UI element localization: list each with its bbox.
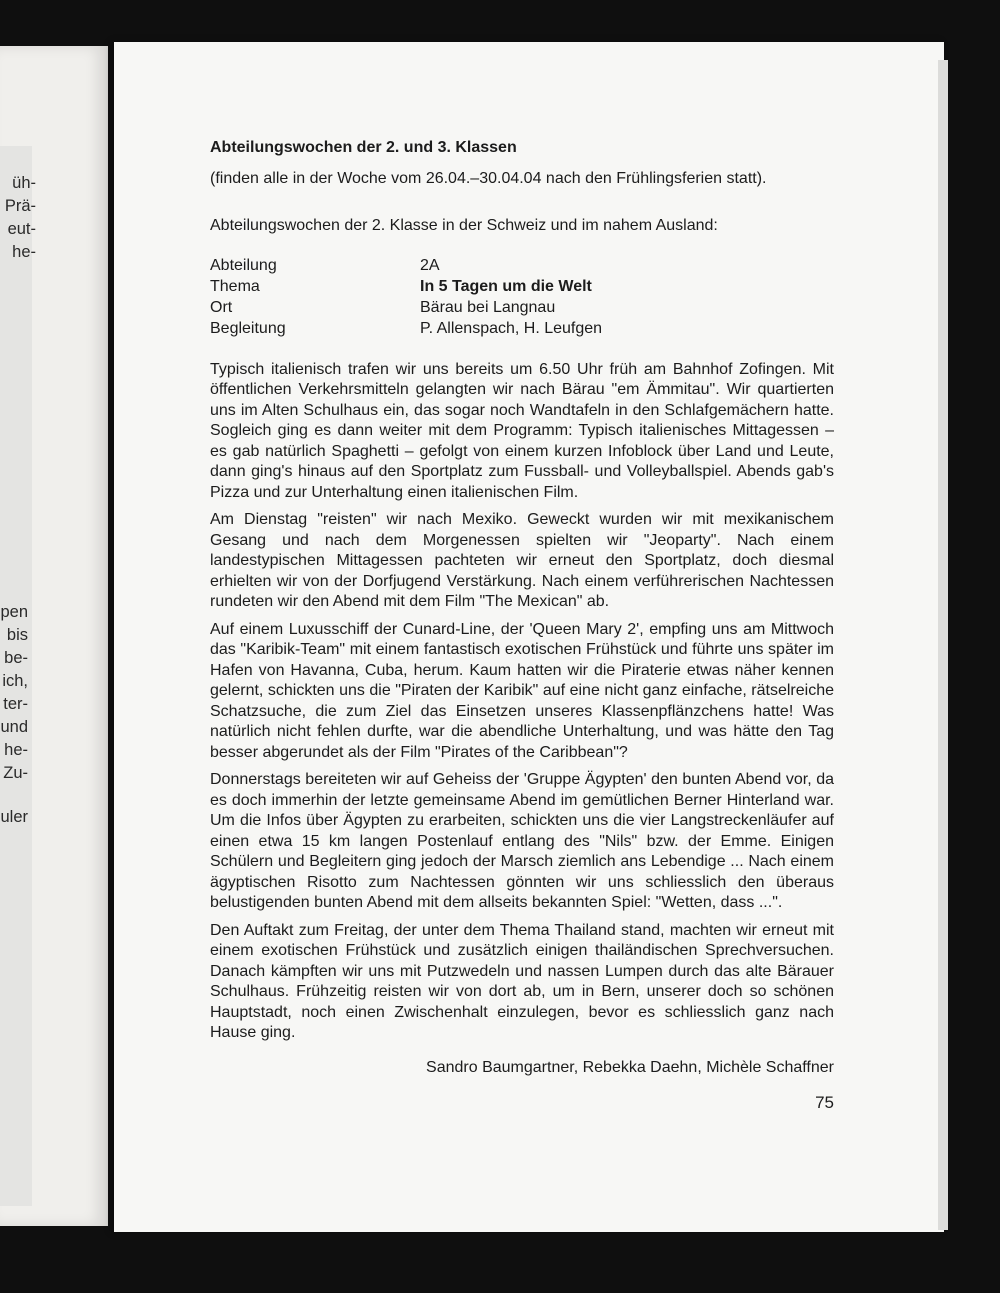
article-title: Abteilungswochen der 2. und 3. Klassen [210, 139, 517, 156]
left-fragment: be- [4, 649, 28, 667]
left-fragment: uler [0, 808, 28, 826]
info-table [210, 256, 834, 340]
article-subtitle: (finden alle in der Woche vom 26.04.–30.04.04 nach den Frühlingsferien statt). [210, 169, 767, 187]
left-fragment: pen [0, 603, 28, 621]
left-fragment: und [0, 718, 28, 736]
info-label: Thema [210, 277, 260, 295]
info-row [210, 319, 834, 340]
info-value: P. Allenspach, H. Leufgen [420, 319, 603, 337]
right-page [114, 42, 944, 1232]
info-label: Abteilung [210, 256, 277, 274]
info-value: In 5 Tagen um die Welt [420, 277, 592, 295]
paragraph: Den Auftakt zum Freitag, der unter dem Thema Thailand stand, machten wir erneut mit einem exotischen Frühstück und zusätzlich einigen thailändischen Sprechversuchen. Danach kämpften wir uns mit Putzwedeln und nassen Lumpen durch das alte Bärauer Schulhaus. Frühzeitig reisten wir von dort ab, um in Bern, unserer doch so schönen Hauptstadt, noch einen Zwischenhalt einzulegen, bevor es schliesslich ganz nach Hause ging. [210, 921, 834, 1041]
page-edge [938, 60, 948, 1230]
paragraph: Auf einem Luxusschiff der Cunard-Line, der 'Queen Mary 2', empfing uns am Mittwoch das "Karibik-Team" mit einem fantastisch exotischen Frühstück und führte uns später im Hafen von Havanna, Cuba, herum. Kaum hatten wir die Piraterie etwas näher kennen gelernt, schickten uns die "Piraten der Karibik" auf eine nicht ganz einfache, rätselreiche Schatzsuche, die zum Ziel das Einsetzen unseres Klassenpflänzchens hatte! Was natürlich nicht fehlen durfte, war die abendliche Unterhaltung, und was hätte den Tag besser abgerundet als der Film "Pirates of the Caribbean"? [210, 620, 834, 761]
left-fragment: he- [12, 243, 36, 261]
paragraph: Typisch italienisch trafen wir uns bereits um 6.50 Uhr früh am Bahnhof Zofingen. Mit öffentlichen Verkehrsmitteln gelangten wir nach Bärau "em Ämmitau". Wir quartierten uns im Alten Schulhaus ein, das sogar noch Wandtafeln in den Schlafgemächern hatte. Sogleich ging es dann weiter mit dem Programm: Typisch italienisches Mittagessen – es gab natürlich Spaghetti – gefolgt von einem kurzen Infoblock über Land und Leute, dann ging's hinaus auf den Sportplatz zum Fussball- und Volleyballspiel. Abends gab's Pizza und zur Unterhaltung einen italienischen Film. [210, 360, 834, 501]
left-fragment: ter- [3, 695, 28, 713]
left-fragment: he- [4, 741, 28, 759]
info-row [210, 298, 834, 319]
info-row [210, 256, 834, 277]
info-label: Ort [210, 298, 233, 316]
info-row [210, 277, 834, 298]
left-fragment: Prä- [4, 197, 36, 215]
left-page [0, 46, 108, 1226]
info-label: Begleitung [210, 319, 286, 337]
left-fragment: üh- [12, 174, 36, 192]
paragraph: Donnerstags bereiteten wir auf Geheiss der 'Gruppe Ägypten' den bunten Abend vor, da es doch immerhin der letzte gemeinsame Abend im gemütlichen Berner Hinterland war. Um die Infos über Ägypten zu erarbeiten, schickten uns die vier Langstreckenläufer auf einen etwa 15 km langen Postenlauf entlang des "Nils" bzw. der Emme. Einigen Schülern und Begleitern ging jedoch der Marsch ziemlich ans Lebendige ... Nach einem ägyptischen Risotto zum Nachtessen gönnten wir uns schliesslich den überaus belustigenden bunten Abend mit dem allseits bekannten Spiel: "Wetten, dass ...". [210, 771, 834, 911]
article-body [210, 360, 834, 1044]
left-fragment: bis [6, 626, 28, 644]
page-number: 75 [815, 1093, 834, 1112]
left-fragment: Zu- [3, 764, 28, 782]
left-fragment: ich, [2, 672, 28, 690]
intro-line: Abteilungswochen der 2. Klasse in der Schweiz und im nahem Ausland: [210, 217, 718, 234]
paragraph: Am Dienstag "reisten" wir nach Mexiko. Geweckt wurden wir mit mexikanischem Gesang und nach dem Morgenessen spielten wir "Jeoparty". Nach einem landestypischen Mittagessen pachteten wir erneut den Sportplatz, doch diesmal erhielten wir von der Dorfjugend Verstärkung. Nach einem verführerischen Nachtessen rundeten wir den Abend mit dem Film "The Mexican" ab. [210, 511, 834, 610]
left-fragment: eut- [7, 220, 36, 238]
article [210, 138, 834, 1114]
authors: Sandro Baumgartner, Rebekka Daehn, Michèle Schaffner [426, 1058, 834, 1076]
info-value: Bärau bei Langnau [420, 298, 556, 316]
info-value: 2A [420, 256, 440, 274]
